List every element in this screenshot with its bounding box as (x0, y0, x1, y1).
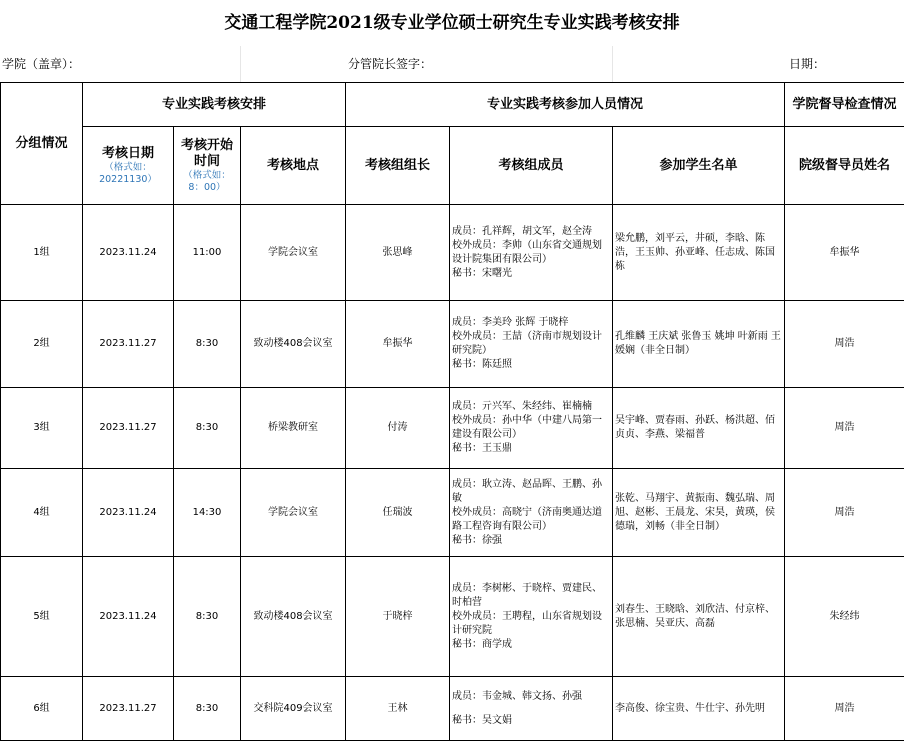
members-line: 校外成员：王喆（济南市规划设计研究院） (452, 330, 610, 358)
members-cell (450, 388, 613, 469)
time-cell: 8:30 (174, 388, 241, 469)
time-cell: 8:30 (174, 301, 241, 388)
members-line: 成员：孔祥辉，胡文军，赵全涛 (452, 225, 610, 239)
supervisor-cell: 周浩 (785, 469, 904, 557)
exam-date-hint: （格式如：20221130） (85, 162, 171, 186)
members-line: 秘书：陈廷照 (452, 358, 610, 372)
members-line: 秘书：商学成 (452, 638, 610, 652)
students-cell: 吴宇峰、贾春雨、孙跃、杨洪超、佰贞贞、李燕、梁福普 (613, 388, 785, 469)
leader-cell: 任瑞波 (346, 469, 450, 557)
supervisor-cell: 周浩 (785, 677, 904, 741)
college-seal-label: 学院（盖章）： (2, 46, 80, 82)
table-row (1, 301, 904, 388)
students-cell: 张乾、马翔宇、黄振南、魏弘瑞、周旭、赵彬、王晨龙、宋昊，黄瑛，侯德瑞，刘畅（非全日制） (613, 469, 785, 557)
exam-date-label: 考核日期 (102, 146, 154, 161)
group-cell: 5组 (1, 557, 83, 677)
table-row (1, 388, 904, 469)
grid-divider (612, 46, 613, 82)
members-line: 校外成员：孙中华（中建八局第一建设有限公司） (452, 414, 610, 442)
start-time-header (174, 127, 241, 205)
leader-cell: 付涛 (346, 388, 450, 469)
date-cell: 2023.11.27 (83, 677, 174, 741)
students-cell: 刘春生、王晓晗、刘欣洁、付京梓、张思楠、吴亚庆、高磊 (613, 557, 785, 677)
students-cell: 孔维麟 王庆斌 张鲁玉 姚坤 叶新雨 王媛娴（非全日制） (613, 301, 785, 388)
members-cell (450, 205, 613, 301)
participants-header: 专业实践考核参加人员情况 (346, 83, 785, 127)
group-info-header: 分组情况 (1, 83, 83, 205)
date-cell: 2023.11.27 (83, 301, 174, 388)
members-cell (450, 301, 613, 388)
members-cell (450, 557, 613, 677)
page-title: 交通工程学院2021级专业学位硕士研究生专业实践考核安排 (0, 0, 904, 46)
date-label: 日期： (789, 46, 825, 82)
leader-cell: 张思峰 (346, 205, 450, 301)
group-cell: 3组 (1, 388, 83, 469)
members-line: 校外成员：李帅（山东省交通规划设计院集团有限公司） (452, 239, 610, 267)
members-cell (450, 677, 613, 741)
info-row (0, 46, 904, 82)
students-cell: 李高俊、徐宝贵、牛仕宇、孙先明 (613, 677, 785, 741)
students-header: 参加学生名单 (613, 127, 785, 205)
dean-signature-label: 分管院长签字： (348, 46, 432, 82)
table-row (1, 557, 904, 677)
supervisor-cell: 周浩 (785, 301, 904, 388)
supervisor-cell: 牟振华 (785, 205, 904, 301)
members-line: 校外成员：王聘程，山东省规划设计研究院 (452, 610, 610, 638)
members-line: 秘书：徐强 (452, 534, 610, 548)
location-cell: 致动楼408会议室 (241, 301, 346, 388)
location-cell: 交科院409会议室 (241, 677, 346, 741)
date-cell: 2023.11.24 (83, 469, 174, 557)
group-cell: 1组 (1, 205, 83, 301)
time-cell: 8:30 (174, 677, 241, 741)
location-cell: 学院会议室 (241, 205, 346, 301)
group-cell: 4组 (1, 469, 83, 557)
start-time-label: 考核开始时间 (181, 138, 233, 169)
members-header: 考核组成员 (450, 127, 613, 205)
date-cell: 2023.11.24 (83, 205, 174, 301)
location-header: 考核地点 (241, 127, 346, 205)
schedule-header: 专业实践考核安排 (83, 83, 346, 127)
schedule-table (0, 82, 904, 741)
members-line: 成员：亓兴军、朱经纬、崔楠楠 (452, 400, 610, 414)
leader-cell: 于晓梓 (346, 557, 450, 677)
inspection-header: 学院督导检查情况 (785, 83, 904, 127)
grid-divider (240, 46, 241, 82)
members-line: 成员：耿立涛、赵品晖、王鹏、孙敏 (452, 478, 610, 506)
location-cell: 致动楼408会议室 (241, 557, 346, 677)
supervisor-cell: 朱经纬 (785, 557, 904, 677)
members-line: 校外成员：高晓宁（济南奥通达道路工程咨询有限公司） (452, 506, 610, 534)
location-cell: 桥梁教研室 (241, 388, 346, 469)
members-line: 秘书：宋曙光 (452, 267, 610, 281)
group-cell: 6组 (1, 677, 83, 741)
leader-header: 考核组组长 (346, 127, 450, 205)
date-cell: 2023.11.27 (83, 388, 174, 469)
table-row (1, 205, 904, 301)
time-cell: 8:30 (174, 557, 241, 677)
location-cell: 学院会议室 (241, 469, 346, 557)
supervisor-cell: 周浩 (785, 388, 904, 469)
group-cell: 2组 (1, 301, 83, 388)
leader-cell: 王林 (346, 677, 450, 741)
table-row (1, 677, 904, 741)
members-line: 秘书：吴文娟 (452, 714, 610, 728)
leader-cell: 牟振华 (346, 301, 450, 388)
members-line: 成员：李树彬、于晓梓、贾建民、时柏营 (452, 582, 610, 610)
time-cell: 11:00 (174, 205, 241, 301)
members-line: 成员：韦金城、韩文扬、孙强 (452, 690, 610, 704)
table-row (1, 469, 904, 557)
start-time-hint: （格式如：8：00） (176, 170, 238, 194)
date-cell: 2023.11.24 (83, 557, 174, 677)
students-cell: 梁允鹏，刘平云，井硕，李晗、陈浩，王玉帅、孙亚峰、任志成、陈国栋 (613, 205, 785, 301)
supervisor-header: 院级督导员姓名 (785, 127, 904, 205)
members-line: 秘书：王玉鼎 (452, 442, 610, 456)
exam-date-header (83, 127, 174, 205)
members-cell (450, 469, 613, 557)
members-line: 成员：李美玲 张辉 于晓梓 (452, 316, 610, 330)
time-cell: 14:30 (174, 469, 241, 557)
